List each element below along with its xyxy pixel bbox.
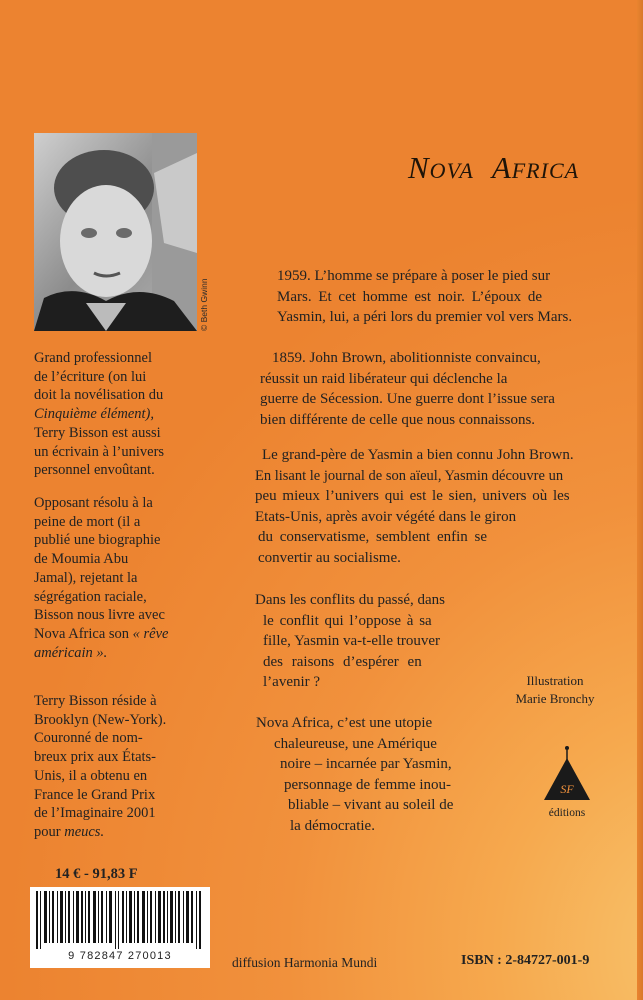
bio-line: de Moumia Abu (34, 551, 129, 568)
author-bio-paragraph (34, 349, 214, 480)
bio-line: ségrégation raciale, (34, 588, 147, 605)
synopsis-line: le conflit qui l’oppose à sa (263, 612, 432, 629)
bio-line: personnel envoûtant. (34, 462, 155, 479)
bio-line: Unis, il a obtenu en (34, 767, 148, 784)
bio-line: Cinquième élément), (34, 406, 154, 423)
synopsis-line: Mars. Et cet homme est noir. L’époux de (277, 288, 542, 305)
synopsis-paragraph-2 (256, 348, 609, 430)
author-photo (34, 133, 197, 331)
synopsis-line: guerre de Sécession. Une guerre dont l’issue sera (260, 391, 555, 407)
bio-line: Grand professionnel (34, 350, 152, 366)
synopsis-line: convertir au socialisme. (258, 549, 401, 566)
logo-letters: SF (560, 782, 574, 796)
bio-line: breux prix aux États- (34, 749, 157, 766)
bio-line: peine de mort (il a (34, 513, 141, 530)
bio-line: Opposant résolu à la (34, 495, 153, 511)
synopsis-paragraph-3 (255, 445, 609, 568)
cover-edge (637, 0, 643, 1000)
illustration-label: Illustration (526, 673, 584, 688)
synopsis-line: Yasmin, lui, a péri lors du premier vol vers Mars. (277, 309, 573, 325)
synopsis-paragraph-1 (277, 266, 607, 328)
bio-line: Brooklyn (New-York). (34, 711, 167, 728)
synopsis-line: Nova Africa, c’est une utopie (256, 715, 433, 731)
bio-line: Couronné de nom- (34, 730, 143, 747)
bio-line: publié une biographie (34, 532, 161, 549)
synopsis-line: la démocratie. (290, 817, 375, 834)
barcode-number: 9 782847 270013 (68, 950, 172, 962)
synopsis-line: l’avenir ? (263, 674, 321, 690)
synopsis-line: peu mieux l’univers qui est le sien, univers où les (255, 488, 570, 504)
synopsis-line: noire – incarnée par Yasmin, (280, 756, 452, 772)
bio-line: Jamal), rejetant la (34, 569, 138, 586)
bio-line: américain ». (34, 644, 108, 661)
author-activism-paragraph (34, 494, 214, 662)
title-word-1: Nova (408, 150, 474, 185)
synopsis-line: bien différente de celle que nous connaissons. (260, 411, 536, 428)
publisher-logo (532, 744, 602, 819)
book-title (408, 150, 579, 186)
illustration-credit (500, 672, 610, 708)
bio-line: Terry Bisson réside à (34, 693, 157, 709)
barcode-icon (30, 887, 210, 949)
bio-line (34, 625, 214, 644)
author-residence-paragraph (34, 692, 214, 842)
publisher-name: éditions (548, 807, 586, 819)
price-label: 14 € - 91,83 F (55, 866, 138, 882)
synopsis-line: personnage de femme inou- (284, 776, 452, 793)
synopsis-line: des raisons d’espérer en (263, 653, 422, 670)
bio-line: France le Grand Prix (34, 786, 156, 803)
synopsis-line: bliable – vivant au soleil de (288, 797, 454, 813)
bio-text: pour (34, 823, 61, 840)
distribution-label: diffusion Harmonia Mundi (232, 955, 378, 970)
synopsis-line: Etats-Unis, après avoir végété dans le giron (255, 508, 517, 525)
synopsis-line: 1959. L’homme se prépare à poser le pied sur (277, 268, 551, 284)
bio-line: doit la novélisation du (34, 387, 164, 404)
bio-line: de l’Imaginaire 2001 (34, 805, 156, 822)
illustration-artist: Marie Bronchy (515, 691, 595, 706)
isbn-label: ISBN : 2-84727-001-9 (461, 953, 590, 968)
synopsis-line: chaleureuse, une Amérique (274, 735, 437, 752)
bio-line (34, 823, 214, 842)
synopsis-paragraph-4 (255, 590, 507, 693)
title-word-2: Africa (491, 150, 580, 185)
synopsis-line: Le grand-père de Yasmin a bien connu John Brown. (262, 447, 574, 463)
synopsis-line: du conservatisme, semblent enfin se (258, 529, 488, 545)
bio-book-title: meucs. (64, 823, 105, 840)
bio-line: Terry Bisson est aussi (34, 424, 161, 441)
bio-line: un écrivain à l’univers (34, 443, 165, 460)
bio-text: Nova Africa son (34, 625, 130, 642)
synopsis-line: réussit un raid libérateur qui déclenche la (260, 370, 508, 387)
synopsis-line: En lisant le journal de son aïeul, Yasmin découvre un (255, 467, 564, 484)
synopsis-line: fille, Yasmin va-t-elle trouver (263, 633, 441, 649)
bio-line: Bisson nous livre avec (34, 607, 165, 624)
photo-credit: © Beth Gwinn (199, 278, 209, 331)
bio-line: de l’écriture (on lui (34, 368, 147, 385)
synopsis-paragraph-5 (240, 713, 460, 836)
bio-quote: « rêve (132, 625, 169, 642)
triangle-logo-icon (532, 744, 602, 804)
synopsis-line: Dans les conflits du passé, dans (255, 592, 445, 608)
synopsis-line: 1859. John Brown, abolitionniste convaincu, (272, 350, 541, 366)
